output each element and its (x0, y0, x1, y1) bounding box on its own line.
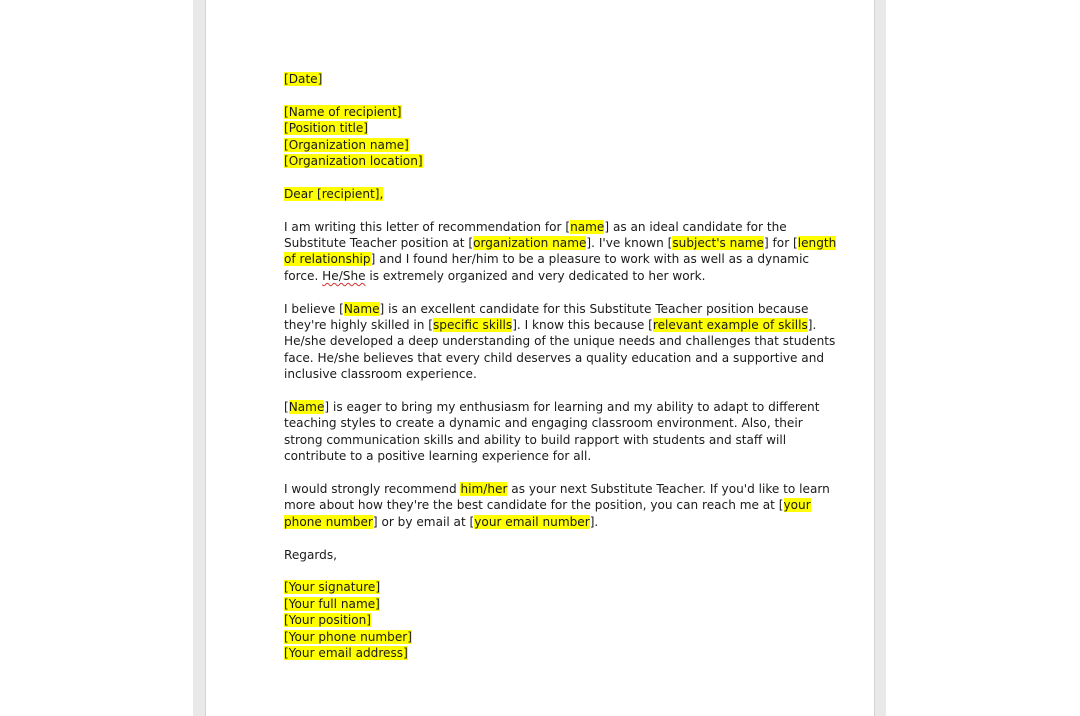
phone-number-placeholder: phone number (284, 514, 373, 529)
para1-line4 (284, 268, 804, 284)
text: ] as an ideal candidate for the (604, 219, 787, 234)
recipient-name-line (284, 104, 804, 120)
relationship-placeholder: of relationship (284, 252, 371, 267)
para2-line2 (284, 317, 817, 333)
spacer (284, 563, 804, 579)
spacer (284, 465, 804, 481)
recipient-location-line (284, 153, 804, 169)
para2-line3: He/she developed a deep understanding of the unique needs and challenges that students (284, 334, 836, 349)
date-line (284, 71, 804, 87)
subject-name-placeholder: subject's name (672, 236, 764, 251)
salutation-line (284, 186, 804, 202)
specific-skills-placeholder: specific skills (432, 318, 513, 333)
text: force. (284, 268, 323, 283)
your-placeholder: your (783, 498, 811, 513)
text: ] is an excellent candidate for this Substitute Teacher position because (379, 301, 809, 316)
phone-line (284, 629, 804, 645)
text: more about how they're the best candidate for the position, you can reach me at [ (284, 498, 784, 513)
signature-placeholder: [Your signature] (284, 580, 381, 595)
text: ] is eager to bring my enthusiasm for learning and my ability to adapt to different (324, 400, 820, 415)
full-name-line (284, 596, 804, 612)
spacer (284, 284, 804, 300)
signature-line (284, 579, 804, 595)
recipient-name-placeholder: [Name of recipient] (284, 104, 402, 119)
text: ] for [ (763, 236, 798, 251)
spellcheck-word[interactable]: He/She (322, 268, 366, 283)
text: ] and I found her/him to be a pleasure to work with as well as a dynamic (370, 252, 810, 267)
para1-line3 (284, 251, 810, 267)
position-line (284, 612, 804, 628)
text: [ (284, 400, 289, 415)
text: ]. I know this because [ (512, 318, 653, 333)
salutation-placeholder: Dear [recipient], (284, 186, 384, 201)
spacer (284, 383, 804, 399)
para4-line1 (284, 481, 830, 497)
email-line (284, 645, 804, 661)
spacer (284, 530, 804, 546)
recipient-position-placeholder: [Position title] (284, 121, 369, 136)
para4-line3 (284, 514, 804, 530)
spacer (284, 202, 804, 218)
text: ]. (589, 514, 599, 529)
recipient-organization-line (284, 137, 804, 153)
text: ]. (807, 318, 817, 333)
text: I am writing this letter of recommendation for [ (284, 219, 571, 234)
name-placeholder: name (570, 219, 605, 234)
text: I believe [ (284, 301, 344, 316)
email-placeholder: [Your email address] (284, 646, 408, 661)
text: Substitute Teacher position at [ (284, 236, 474, 251)
length-placeholder: length (797, 236, 837, 251)
date-placeholder: [Date] (284, 72, 323, 86)
email-number-placeholder: your email number (474, 514, 590, 529)
para3-line1 (284, 399, 820, 415)
para2-line1 (284, 301, 809, 317)
text: ] or by email at [ (372, 514, 475, 529)
para3-line3: strong communication skills and ability to build rapport with students and staff will (284, 432, 787, 447)
organization-name-placeholder: organization name (473, 236, 587, 251)
letter-body[interactable] (284, 71, 837, 662)
text: they're highly skilled in [ (284, 318, 433, 333)
relevant-example-placeholder: relevant example of skills (652, 318, 808, 333)
recipient-position-line (284, 120, 804, 136)
name-placeholder: Name (343, 301, 380, 316)
para1-line2 (284, 235, 837, 251)
position-placeholder: [Your position] (284, 613, 371, 628)
text: is extremely organized and very dedicated to her work. (365, 268, 706, 283)
para1-line1 (284, 219, 804, 235)
para3-line2: teaching styles to create a dynamic and engaging classroom environment. Also, their (284, 416, 803, 431)
text: I would strongly recommend (284, 482, 461, 497)
spacer (284, 169, 804, 185)
para2-line4: face. He/she believes that every child deserves a quality education and a supportive and (284, 350, 825, 365)
spacer (284, 87, 804, 103)
text: ]. I've known [ (586, 236, 673, 251)
full-name-placeholder: [Your full name] (284, 596, 380, 611)
recipient-location-placeholder: [Organization location] (284, 154, 423, 169)
closing-line: Regards, (284, 547, 337, 562)
text: as your next Substitute Teacher. If you'd like to learn (507, 482, 830, 497)
pronoun-placeholder: him/her (460, 482, 508, 497)
phone-placeholder: [Your phone number] (284, 629, 412, 644)
para4-line2 (284, 497, 811, 513)
para3-line4: contribute to a positive learning experience for all. (284, 449, 592, 464)
para2-line5: inclusive classroom experience. (284, 367, 477, 382)
name-placeholder: Name (288, 400, 325, 415)
recipient-organization-placeholder: [Organization name] (284, 137, 409, 152)
